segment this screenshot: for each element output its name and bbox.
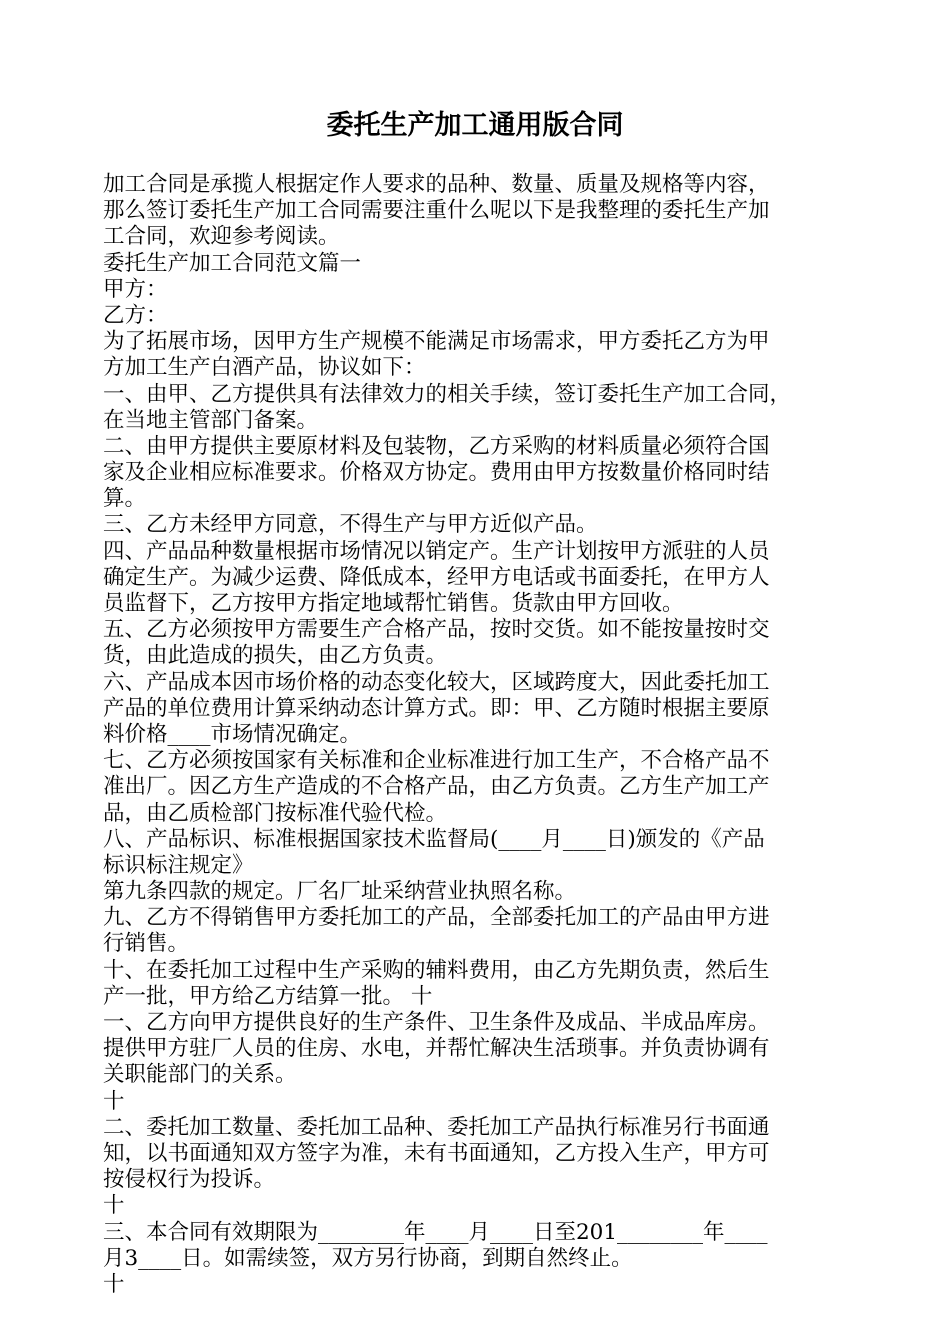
clause-line: 在当地主管部门备案。	[103, 407, 319, 433]
clause-line: 知，以书面通知双方签字为准，未有书面通知，乙方投入生产，甲方可	[103, 1140, 770, 1166]
party-b-line: 乙方：	[103, 302, 168, 328]
clause-line: 准出厂。因乙方生产造成的不合格产品，由乙方负责。乙方生产加工产	[103, 774, 770, 800]
clause-line: 十	[103, 1271, 125, 1297]
party-a-line: 甲方：	[103, 276, 168, 302]
clause-line: 关职能部门的关系。	[103, 1062, 297, 1088]
clause-line: 八、产品标识、标准根据国家技术监督局(____月____日)颁发的《产品	[103, 826, 765, 852]
clause-line: 第九条四款的规定。厂名厂址采纳营业执照名称。	[103, 879, 577, 905]
clause-line: 确定生产。为减少运费、降低成本，经甲方电话或书面委托，在甲方人	[103, 564, 770, 590]
clause-line: 员监督下，乙方按甲方指定地域帮忙销售。货款由甲方回收。	[103, 591, 684, 616]
clause-line: 九、乙方不得销售甲方委托加工的产品，全部委托加工的产品由甲方进	[103, 905, 770, 931]
body-line: 方加工生产白酒产品，协议如下：	[103, 355, 426, 381]
clause-line: 标识标注规定》	[103, 852, 254, 878]
clause-line: 三、乙方未经甲方同意，不得生产与甲方近似产品。	[103, 512, 598, 538]
clause-line: 算。	[103, 486, 147, 512]
clause-line: 六、产品成本因市场价格的动态变化较大，区域跨度大，因此委托加工	[103, 669, 770, 695]
clause-line: 二、由甲方提供主要原材料及包装物，乙方采购的材料质量必须符合国	[103, 433, 770, 459]
clause-line: 月3____日。如需续签，双方另行协商，到期自然终止。	[103, 1245, 633, 1271]
document-body	[103, 172, 863, 1298]
clause-line: 料价格____市场情况确定。	[103, 721, 362, 747]
clause-line: 货，由此造成的损失，由乙方负责。	[103, 643, 448, 669]
section-heading: 委托生产加工合同范文篇一	[103, 250, 362, 276]
clause-line: 三、本合同有效期限为________年____月____日至201________年____	[103, 1219, 768, 1245]
clause-line: 七、乙方必须按国家有关标准和企业标准进行加工生产，不合格产品不	[103, 748, 770, 774]
clause-line: 二、委托加工数量、委托加工品种、委托加工产品执行标准另行书面通	[103, 1114, 770, 1140]
body-line: 加工合同是承揽人根据定作人要求的品种、数量、质量及规格等内容，	[103, 172, 770, 197]
clause-line: 十	[103, 1088, 125, 1114]
clause-line: 十、在委托加工过程中生产采购的辅料费用，由乙方先期负责，然后生	[103, 957, 770, 983]
clause-line: 十	[103, 1193, 125, 1219]
clause-line: 一、由甲、乙方提供具有法律效力的相关手续，签订委托生产加工合同，	[103, 381, 792, 407]
body-line: 那么签订委托生产加工合同需要注重什么呢以下是我整理的委托生产加	[103, 198, 770, 224]
clause-line: 产品的单位费用计算采纳动态计算方式。即：甲、乙方随时根据主要原	[103, 695, 770, 721]
clause-line: 家及企业相应标准要求。价格双方协定。费用由甲方按数量价格同时结	[103, 460, 770, 486]
body-line: 为了拓展市场，因甲方生产规模不能满足市场需求，甲方委托乙方为甲	[103, 329, 770, 355]
clause-line: 提供甲方驻厂人员的住房、水电，并帮忙解决生活琐事。并负责协调有	[103, 1036, 770, 1062]
clause-line: 五、乙方必须按甲方需要生产合格产品，按时交货。如不能按量按时交	[103, 617, 770, 643]
clause-line: 行销售。	[103, 931, 190, 957]
clause-line: 一、乙方向甲方提供良好的生产条件、卫生条件及成品、半成品库房。	[103, 1010, 770, 1035]
document-title: 委托生产加工通用版合同	[326, 110, 624, 141]
clause-line: 按侵权行为投诉。	[103, 1167, 276, 1193]
clause-line: 四、产品品种数量根据市场情况以销定产。生产计划按甲方派驻的人员	[103, 538, 770, 564]
clause-line: 品，由乙质检部门按标准代验代检。	[103, 800, 448, 826]
clause-line: 产一批，甲方给乙方结算一批。 十	[103, 983, 433, 1009]
body-line: 工合同，欢迎参考阅读。	[103, 224, 340, 250]
